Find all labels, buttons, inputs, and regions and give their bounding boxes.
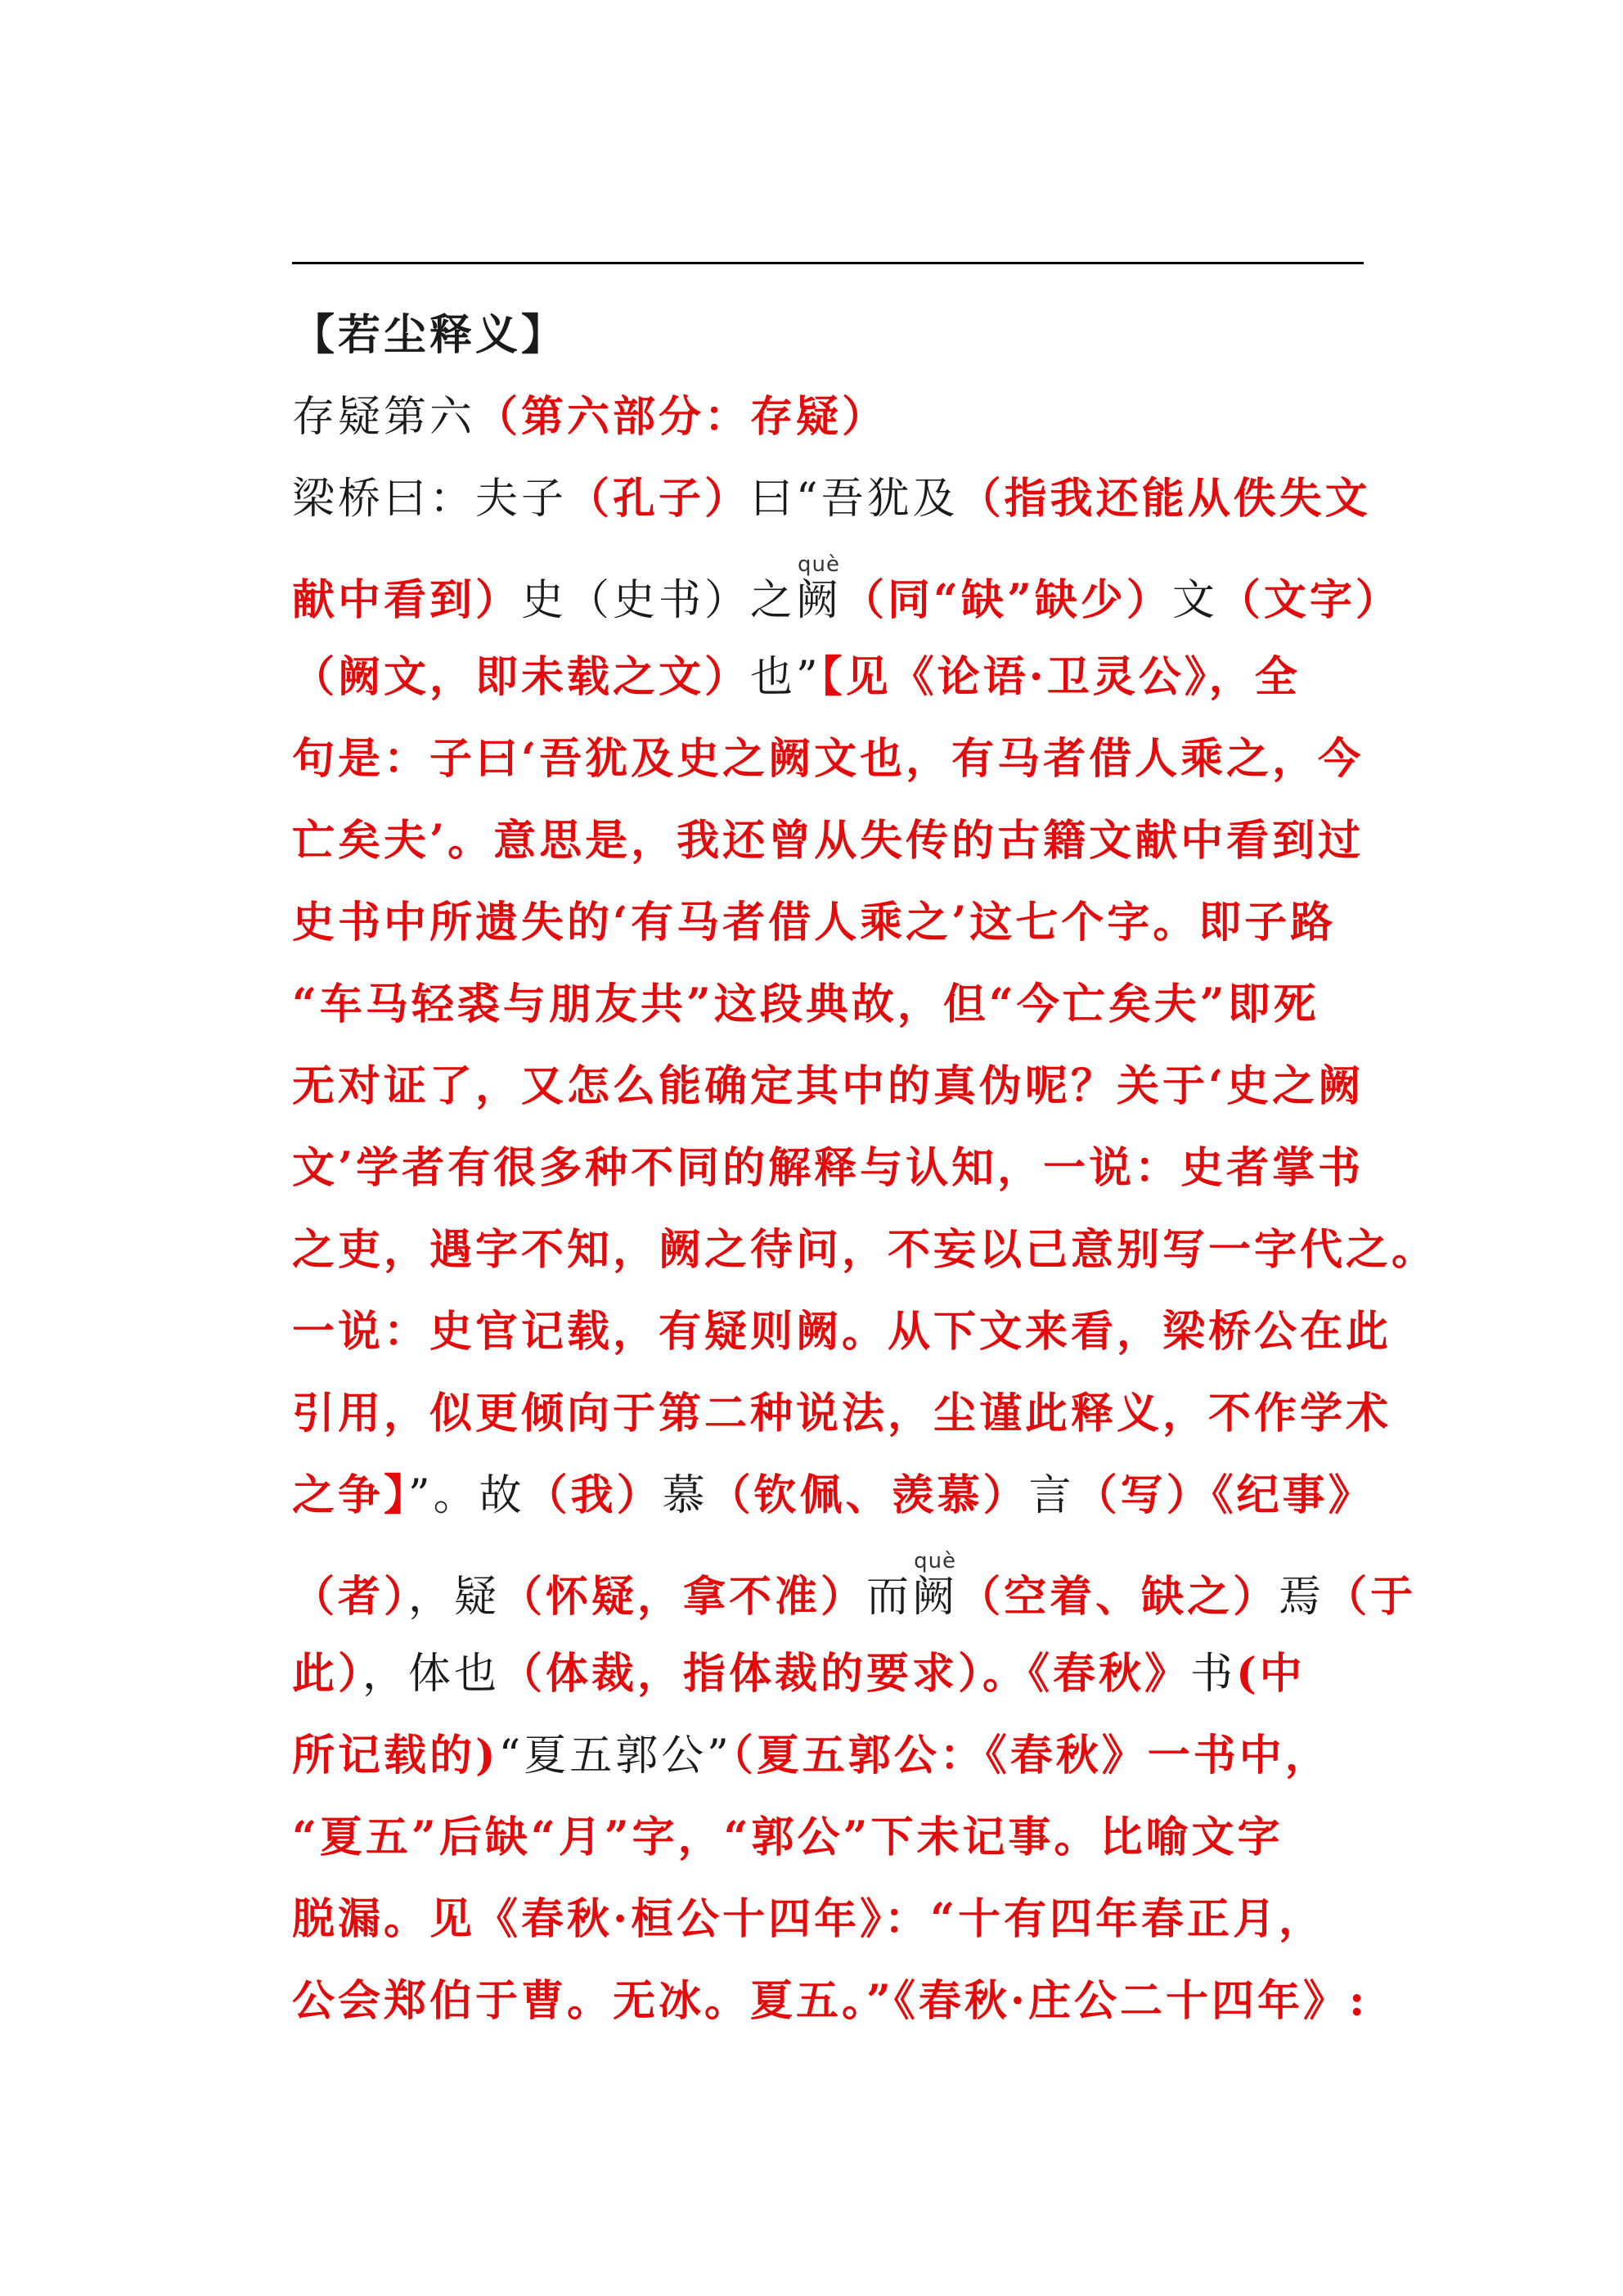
seg: （写）《纪事》	[1074, 1470, 1374, 1520]
text-line-17	[292, 1797, 1392, 1879]
seg: 脱漏。见《春秋·桓公十四年》：“十有四年春正月，	[292, 1894, 1325, 1944]
seg: （孔子）	[567, 474, 751, 524]
seg: （体裁，指体裁的要求）。《春秋》	[500, 1649, 1191, 1699]
ruby-que-2	[912, 1549, 959, 1622]
seg: 书	[1190, 1650, 1237, 1699]
text-line-1	[292, 458, 1392, 540]
ruby-pinyin: què	[796, 552, 843, 577]
text-line-5	[292, 800, 1392, 882]
text-line-2	[292, 552, 1401, 637]
seg: 之吏，遇字不知，阙之待问，不妄以己意别写一字代之。	[292, 1225, 1438, 1275]
text-line-7	[292, 964, 1392, 1046]
seg: 句是：子曰‘吾犹及史之阙文也，有马者借人乘之，今	[292, 734, 1364, 784]
text-line-8	[292, 1046, 1392, 1128]
seg: “车马轻裘与朋友共”这段典故，但“今亡矣夫”即死	[292, 979, 1320, 1029]
heading-text: 【若尘释义】	[292, 310, 568, 360]
seg: 文’学者有很多种不同的解释与认知，一说：史者掌书	[292, 1143, 1364, 1193]
seg: 梁桥曰：夫子	[292, 475, 568, 524]
seg: 所记载的)	[292, 1731, 499, 1781]
text-line-12	[292, 1373, 1392, 1455]
text-line-3	[292, 637, 1392, 718]
seg: （者）	[292, 1572, 409, 1622]
seg: 献中看到）	[292, 575, 522, 625]
seg: 亡矣夫’。意思是，我还曾从失传的古籍文献中看到过	[292, 816, 1364, 866]
seg: 史（史书）之	[521, 576, 797, 625]
seg: 焉	[1279, 1573, 1325, 1622]
seg: (中	[1236, 1649, 1306, 1699]
seg: （空着、缺之）	[958, 1572, 1279, 1622]
seg: （怀疑，拿不准）	[500, 1572, 867, 1622]
seg: 引用，似更倾向于第二种说法，尘谨此释义，不作学术	[292, 1389, 1392, 1438]
seg: 而	[866, 1573, 913, 1622]
text-line-19	[292, 1961, 1392, 2042]
seg: 一说：史官记载，有疑则阙。从下文来看，梁桥公在此	[292, 1307, 1392, 1357]
section-title-red: （第六部分：存疑）	[475, 392, 888, 442]
text-line-11	[292, 1291, 1392, 1373]
text-line-16	[292, 1715, 1392, 1797]
text-line-6	[292, 882, 1392, 964]
seg: 慕	[662, 1471, 708, 1520]
seg: “夏五”后缺“月”字，“郭公”下未记事。比喻文字	[292, 1812, 1284, 1862]
seg: 史书中所遗失的‘有马者借人乘之’这七个字。即子路	[292, 898, 1337, 948]
seg: （阙文，即未载之文）	[292, 652, 751, 702]
seg: （钦佩、羡慕）	[708, 1470, 1029, 1520]
seg: （文字）	[1217, 575, 1401, 625]
text-line-13	[292, 1455, 1392, 1537]
section-title	[292, 376, 1392, 458]
ruby-pinyin: què	[912, 1549, 959, 1573]
seg: ，疑	[408, 1573, 501, 1622]
seg: （夏五郭公：《春秋》一书中，	[731, 1731, 1331, 1781]
section-title-black: 存疑第六	[292, 393, 476, 442]
ruby-que-1	[796, 552, 843, 625]
seg: 之争】	[292, 1470, 409, 1520]
seg: 曰“吾犹及	[750, 475, 959, 524]
seg: （指我还能从佚失文	[958, 474, 1371, 524]
ruby-base: 阙	[912, 1573, 959, 1622]
seg: ”。故	[408, 1471, 525, 1520]
seg: 无对证了，又怎么能确定其中的真伪呢？关于‘史之阙	[292, 1061, 1364, 1111]
section-heading	[292, 295, 1392, 376]
seg: 【见《论语·卫灵公》，全	[820, 652, 1301, 702]
seg: “夏五郭公”	[498, 1731, 732, 1781]
text-line-14	[292, 1549, 1417, 1633]
seg: 此）	[292, 1649, 363, 1699]
seg: （于	[1324, 1572, 1417, 1622]
text-line-4	[292, 718, 1392, 800]
seg: （同“缺”缺少）	[842, 575, 1172, 625]
seg: 也”	[750, 653, 821, 702]
seg: 公会郑伯于曹。无冰。夏五。”《春秋·庄公二十四年》:	[292, 1976, 1369, 2026]
ruby-base: 阙	[796, 576, 843, 625]
seg: 言	[1028, 1471, 1075, 1520]
text-line-18	[292, 1879, 1392, 1961]
seg: ，体也	[362, 1650, 501, 1699]
seg: （我）	[524, 1470, 663, 1520]
text-line-10	[292, 1209, 1438, 1291]
text-line-15	[292, 1633, 1392, 1715]
top-rule	[292, 262, 1364, 264]
document-body	[292, 295, 1438, 2042]
seg: 文	[1171, 576, 1218, 625]
text-line-9	[292, 1128, 1392, 1209]
